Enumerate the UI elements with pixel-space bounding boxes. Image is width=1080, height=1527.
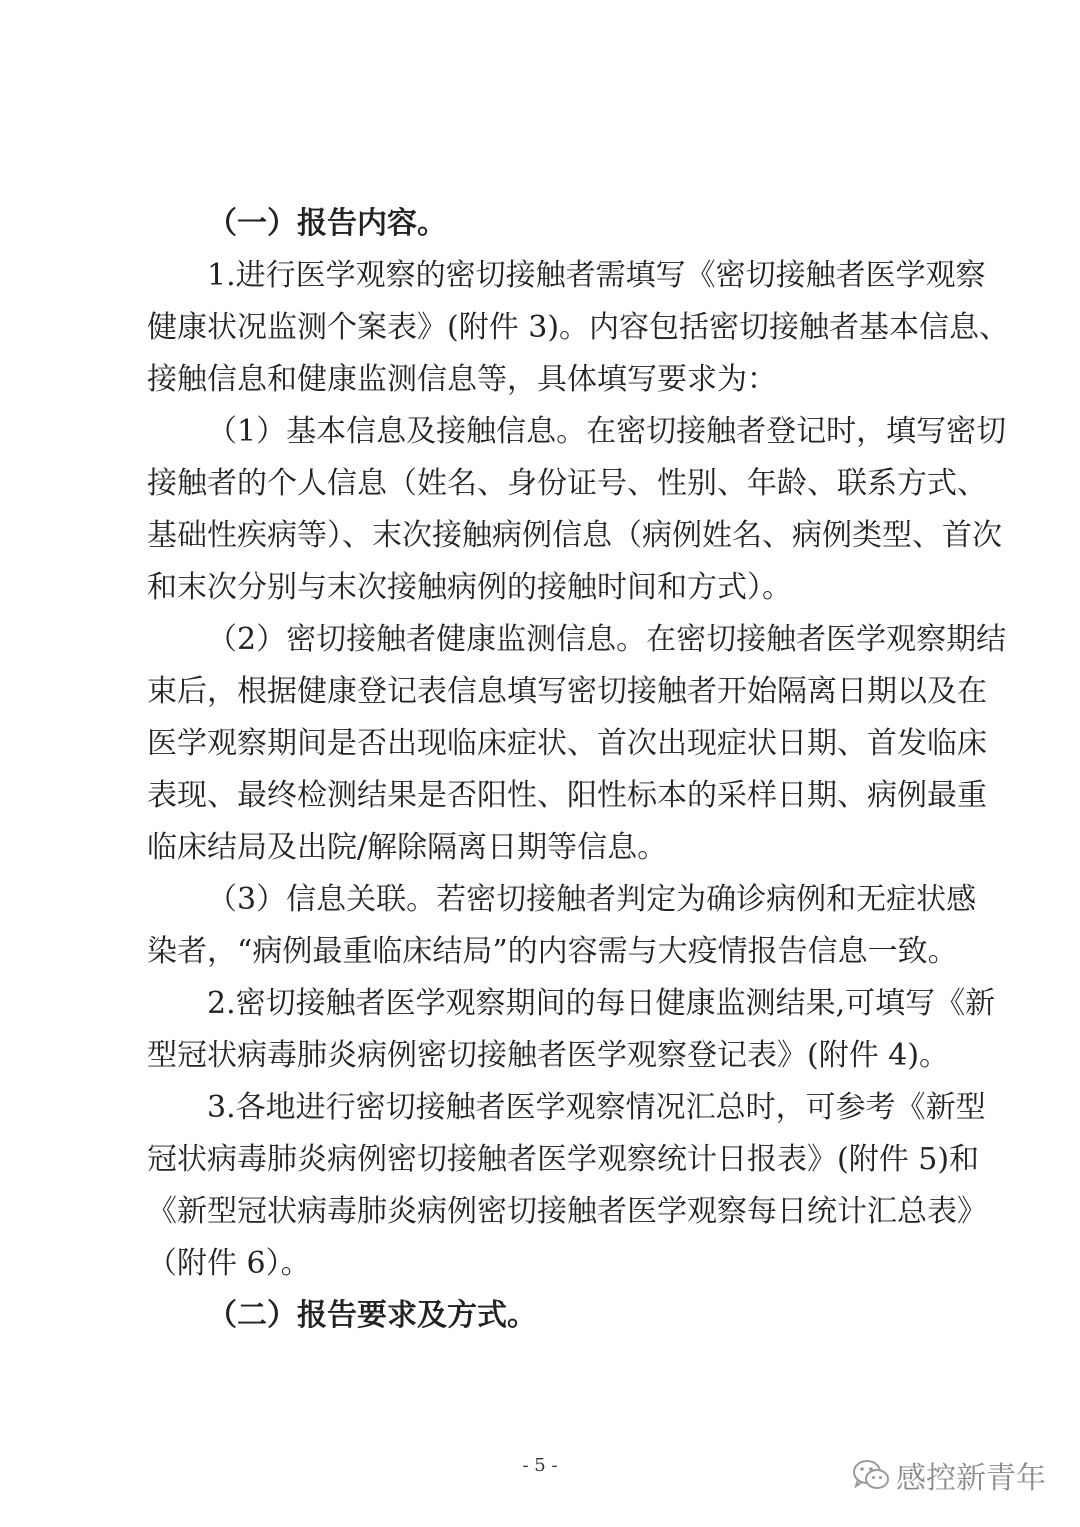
paragraph-line: （附件 6）。 [147,1246,311,1281]
paragraph-4 [147,874,977,978]
paragraph-line: 冠状病毒肺炎病例密切接触者医学观察统计日报表》(附件 5)和 [147,1142,980,1177]
paragraph-2 [147,406,1007,614]
paragraph-line: 1.进行医学观察的密切接触者需填写《密切接触者医学观察 [207,258,986,293]
paragraph-1 [147,250,1010,406]
paragraph-line: 染者，“病例最重临床结局”的内容需与大疫情报告信息一致。 [147,934,958,969]
paragraph-line: 基础性疾病等）、末次接触病例信息（病例姓名、病例类型、首次 [147,518,1002,553]
paragraph-line: （3）信息关联。若密切接触者判定为确诊病例和无症状感 [207,882,977,917]
paragraph-line: 和末次分别与末次接触病例的接触时间和方式）。 [147,570,792,605]
document-body [147,198,1010,1342]
paragraph-line: 表现、最终检测结果是否阳性、阳性标本的采样日期、病例最重 [147,778,987,813]
paragraph-line: 接触者的个人信息（姓名、身份证号、性别、年龄、联系方式、 [147,466,987,501]
paragraph-line: 临床结局及出院/解除隔离日期等信息。 [147,830,668,865]
wechat-icon [852,1458,890,1492]
paragraph-line: 2.密切接触者医学观察期间的每日健康监测结果,可填写《新 [207,986,996,1021]
section-heading-report-requirements: （二）报告要求及方式。 [207,1298,537,1333]
paragraph-3 [147,614,1007,874]
paragraph-line: （2）密切接触者健康监测信息。在密切接触者医学观察期结 [207,622,1007,657]
paragraph-line: 接触信息和健康监测信息等，具体填写要求为： [147,362,777,397]
watermark [852,1453,1046,1497]
page-number: - 5 - [522,1455,558,1476]
section-heading-report-content: （一）报告内容。 [207,206,447,241]
paragraph-6 [147,1082,987,1290]
paragraph-line: 3.各地进行密切接触者医学观察情况汇总时，可参考《新型 [207,1090,986,1125]
paragraph-line: 《新型冠状病毒肺炎病例密切接触者医学观察每日统计汇总表》 [147,1194,987,1229]
paragraph-line: 医学观察期间是否出现临床症状、首次出现症状日期、首发临床 [147,726,987,761]
paragraph-line: （1）基本信息及接触信息。在密切接触者登记时，填写密切 [207,414,1007,449]
paragraph-line: 型冠状病毒肺炎病例密切接触者医学观察登记表》(附件 4)。 [147,1038,950,1073]
paragraph-5 [147,978,996,1082]
paragraph-line: 健康状况监测个案表》(附件 3)。内容包括密切接触者基本信息、 [147,310,1010,345]
paragraph-line: 束后，根据健康登记表信息填写密切接触者开始隔离日期以及在 [147,674,987,709]
watermark-text: 感控新青年 [896,1461,1046,1496]
